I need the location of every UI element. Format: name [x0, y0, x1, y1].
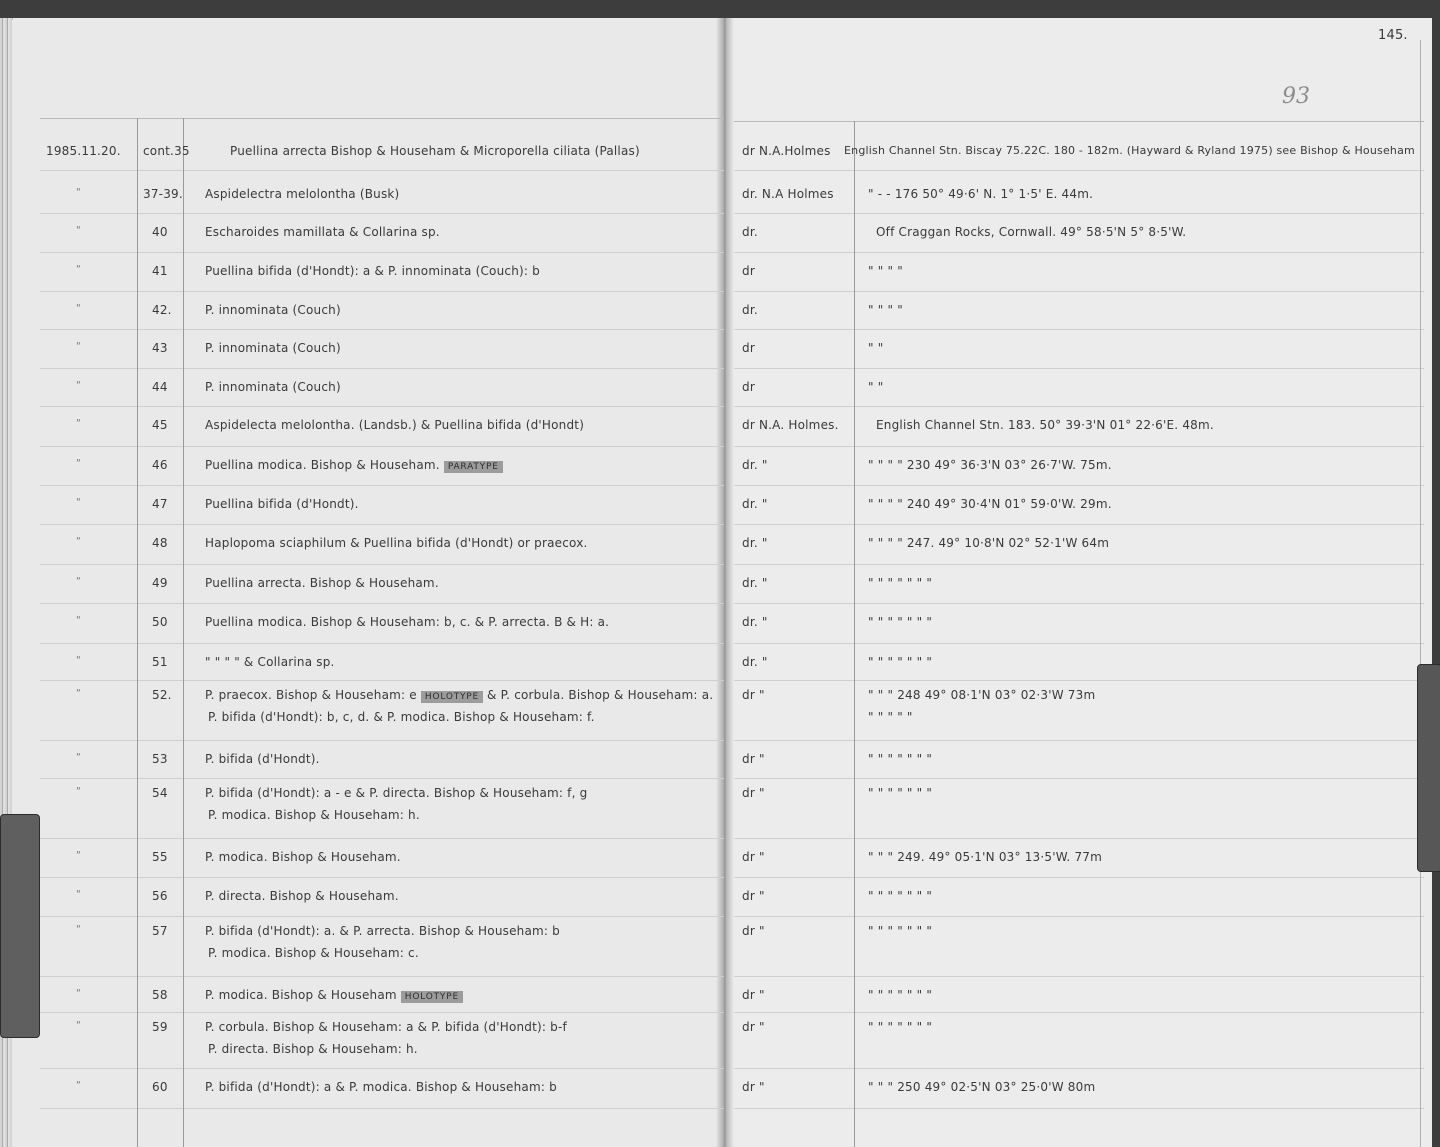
column-rule-collector — [854, 121, 855, 1147]
entry-species: P. innominata (Couch) — [205, 341, 341, 355]
entry-species: " " " " & Collarina sp. — [205, 655, 335, 669]
entry-number: 50 — [152, 615, 168, 629]
page-number: 145. — [1378, 28, 1408, 43]
entry-locality: " " " " 230 49° 36·3'N 03° 26·7'W. 75m. — [868, 458, 1112, 472]
entry-species: P. modica. Bishop & Househam: c. — [208, 946, 419, 960]
entry-date: " — [76, 688, 81, 699]
entry-species: P. directa. Bishop & Househam. — [205, 889, 399, 903]
row-rule-right — [734, 368, 1424, 369]
entry-number: 58 — [152, 988, 168, 1002]
row-rule-left — [40, 740, 724, 741]
entry-date: " — [76, 341, 81, 352]
column-rule-right-margin — [1420, 40, 1421, 1147]
entry-species: Puellina bifida (d'Hondt): a & P. innominata (Couch): b — [205, 264, 540, 278]
row-rule-right — [734, 1068, 1424, 1069]
entry-date: " — [76, 786, 81, 797]
entry-locality: " " " " " — [868, 710, 913, 724]
entry-locality: English Channel Stn. 183. 50° 39·3'N 01° 22·6'E. 48m. — [876, 418, 1214, 432]
row-rule-right — [734, 446, 1424, 447]
row-rule-left — [40, 524, 724, 525]
entry-locality: " " " 250 49° 02·5'N 03° 25·0'W 80m — [868, 1080, 1096, 1094]
entry-locality: " " — [868, 341, 884, 355]
entry-species: Puellina modica. Bishop & Househam: b, c. & P. arrecta. B & H: a. — [205, 615, 610, 629]
entry-number: 42. — [152, 303, 172, 317]
entry-species: P. innominata (Couch) — [205, 380, 341, 394]
entry-number: 49 — [152, 576, 168, 590]
row-rule-left — [40, 643, 724, 644]
entry-species: P. bifida (d'Hondt): a. & P. arrecta. Bishop & Househam: b — [205, 924, 560, 938]
row-rule-left — [40, 213, 724, 214]
entry-species: P. bifida (d'Hondt): a & P. modica. Bishop & Househam: b — [205, 1080, 557, 1094]
type-status-stamp: HOLOTYPE — [421, 691, 483, 703]
entry-collector: dr. " — [742, 615, 768, 629]
entry-species: Aspidelecta melolontha. (Landsb.) & Puellina bifida (d'Hondt) — [205, 418, 585, 432]
entry-date: " — [76, 576, 81, 587]
entry-number: 47 — [152, 497, 168, 511]
entry-locality: " - - 176 50° 49·6' N. 1° 1·5' E. 44m. — [868, 187, 1094, 201]
entry-number: 41 — [152, 264, 168, 278]
entry-date: " — [76, 187, 81, 198]
entry-date: " — [76, 536, 81, 547]
entry-locality: " " " " " " " — [868, 615, 933, 629]
row-rule-right — [734, 838, 1424, 839]
column-rule-number — [137, 118, 138, 1147]
row-rule-left — [40, 1108, 724, 1109]
entry-number: 55 — [152, 850, 168, 864]
row-rule-right — [734, 778, 1424, 779]
entry-number: 57 — [152, 924, 168, 938]
entry-date: " — [76, 1080, 81, 1091]
entry-collector: dr — [742, 264, 755, 278]
entry-locality: " " " " " " " — [868, 889, 933, 903]
entry-date: " — [76, 225, 81, 236]
entry-locality: " " " 248 49° 08·1'N 03° 02·3'W 73m — [868, 688, 1096, 702]
entry-locality: " " " " " " " — [868, 786, 933, 800]
entry-collector: dr " — [742, 924, 765, 938]
row-rule-right — [734, 524, 1424, 525]
entry-collector: dr. — [742, 303, 758, 317]
row-rule-left — [40, 446, 724, 447]
entry-locality: English Channel Stn. Biscay 75.22C. 180 - 182m. (Hayward & Ryland 1975) see Bishop & Househam — [844, 144, 1415, 157]
entry-species: Puellina modica. Bishop & Househam. PARATYPE — [205, 458, 503, 473]
entry-species: P. modica. Bishop & Househam HOLOTYPE — [205, 988, 463, 1003]
entry-species: P. praecox. Bishop & Househam: e HOLOTYPE & P. corbula. Bishop & Househam: a. — [205, 688, 714, 702]
entry-number: 52. — [152, 688, 172, 702]
entry-locality: " " " 249. 49° 05·1'N 03° 13·5'W. 77m — [868, 850, 1103, 864]
entry-locality: " " " " " " " — [868, 1020, 933, 1034]
entry-number: 56 — [152, 889, 168, 903]
row-rule-right — [734, 406, 1424, 407]
entry-number: 59 — [152, 1020, 168, 1034]
binder-clip-left — [0, 814, 40, 1038]
entry-date: " — [76, 497, 81, 508]
row-rule-right — [734, 1012, 1424, 1013]
row-rule-right — [734, 1108, 1424, 1109]
row-rule-left — [40, 680, 724, 681]
row-rule-right — [734, 603, 1424, 604]
entry-date: " — [76, 889, 81, 900]
entry-species: P. bifida (d'Hondt): a - e & P. directa. Bishop & Househam: f, g — [205, 786, 588, 800]
row-rule-left — [40, 916, 724, 917]
entry-number: 46 — [152, 458, 168, 472]
entry-date: " — [76, 1020, 81, 1031]
entry-date: " — [76, 615, 81, 626]
row-rule-left — [40, 291, 724, 292]
entry-date: 1985.11.20. — [46, 144, 121, 158]
entry-locality: " " — [868, 380, 884, 394]
row-rule-right — [734, 485, 1424, 486]
row-rule-left — [40, 778, 724, 779]
entry-species: P. directa. Bishop & Househam: h. — [208, 1042, 418, 1056]
entry-collector: dr. " — [742, 655, 768, 669]
entry-collector: dr. — [742, 225, 758, 239]
entry-collector: dr " — [742, 1020, 765, 1034]
pencil-mark: 93 — [1282, 84, 1310, 109]
row-rule-left — [40, 170, 724, 171]
entry-date: " — [76, 264, 81, 275]
row-rule-right — [734, 213, 1424, 214]
header-rule-right — [734, 121, 1424, 122]
entry-number: 37-39. — [143, 187, 183, 201]
entry-collector: dr — [742, 380, 755, 394]
entry-species: Aspidelectra melolontha (Busk) — [205, 187, 400, 201]
row-rule-left — [40, 485, 724, 486]
entry-collector: dr. " — [742, 497, 768, 511]
entry-species: Escharoides mamillata & Collarina sp. — [205, 225, 440, 239]
row-rule-right — [734, 291, 1424, 292]
row-rule-left — [40, 252, 724, 253]
entry-collector: dr. " — [742, 536, 768, 550]
row-rule-left — [40, 603, 724, 604]
entry-collector: dr — [742, 341, 755, 355]
entry-date: " — [76, 380, 81, 391]
row-rule-left — [40, 877, 724, 878]
book-gutter — [716, 18, 734, 1147]
entry-locality: " " " " 247. 49° 10·8'N 02° 52·1'W 64m — [868, 536, 1110, 550]
entry-locality: " " " " " " " — [868, 752, 933, 766]
type-status-stamp: PARATYPE — [444, 461, 503, 473]
entry-locality: " " " " — [868, 264, 903, 278]
row-rule-right — [734, 740, 1424, 741]
entry-locality: " " " " 240 49° 30·4'N 01° 59·0'W. 29m. — [868, 497, 1112, 511]
entry-date: " — [76, 988, 81, 999]
entry-number: cont.35 — [143, 144, 190, 158]
entry-number: 45 — [152, 418, 168, 432]
row-rule-right — [734, 564, 1424, 565]
entry-number: 60 — [152, 1080, 168, 1094]
entry-date: " — [76, 850, 81, 861]
entry-species: P. bifida (d'Hondt): b, c, d. & P. modica. Bishop & Househam: f. — [208, 710, 595, 724]
row-rule-left — [40, 1068, 724, 1069]
entry-date: " — [76, 418, 81, 429]
row-rule-left — [40, 838, 724, 839]
row-rule-left — [40, 976, 724, 977]
entry-species: Puellina bifida (d'Hondt). — [205, 497, 359, 511]
row-rule-left — [40, 406, 724, 407]
row-rule-right — [734, 916, 1424, 917]
entry-number: 53 — [152, 752, 168, 766]
entry-collector: dr N.A.Holmes — [742, 144, 831, 158]
entry-collector: dr N.A. Holmes. — [742, 418, 839, 432]
entry-locality: " " " " " " " — [868, 924, 933, 938]
entry-locality: " " " " " " " — [868, 988, 933, 1002]
entry-species: P. bifida (d'Hondt). — [205, 752, 320, 766]
row-rule-left — [40, 564, 724, 565]
entry-collector: dr. N.A Holmes — [742, 187, 834, 201]
row-rule-right — [734, 329, 1424, 330]
entry-collector: dr " — [742, 850, 765, 864]
column-rule-species — [183, 118, 184, 1147]
entry-collector: dr " — [742, 752, 765, 766]
row-rule-right — [734, 976, 1424, 977]
entry-species: P. modica. Bishop & Househam: h. — [208, 808, 420, 822]
entry-number: 44 — [152, 380, 168, 394]
entry-species: P. corbula. Bishop & Househam: a & P. bifida (d'Hondt): b-f — [205, 1020, 567, 1034]
entry-date: " — [76, 924, 81, 935]
header-rule-left — [40, 118, 724, 119]
entry-number: 48 — [152, 536, 168, 550]
entry-collector: dr " — [742, 786, 765, 800]
entry-locality: " " " " — [868, 303, 903, 317]
entry-collector: dr. " — [742, 458, 768, 472]
row-rule-right — [734, 170, 1424, 171]
entry-collector: dr " — [742, 889, 765, 903]
row-rule-right — [734, 877, 1424, 878]
row-rule-left — [40, 1012, 724, 1013]
entry-collector: dr. " — [742, 576, 768, 590]
type-status-stamp: HOLOTYPE — [401, 991, 463, 1003]
entry-species: Haplopoma sciaphilum & Puellina bifida (d'Hondt) or praecox. — [205, 536, 588, 550]
entry-collector: dr " — [742, 1080, 765, 1094]
row-rule-right — [734, 680, 1424, 681]
entry-locality: " " " " " " " — [868, 655, 933, 669]
entry-collector: dr " — [742, 688, 765, 702]
entry-date: " — [76, 752, 81, 763]
entry-species: P. modica. Bishop & Househam. — [205, 850, 401, 864]
entry-locality: Off Craggan Rocks, Cornwall. 49° 58·5'N 5° 8·5'W. — [876, 225, 1187, 239]
row-rule-left — [40, 329, 724, 330]
row-rule-right — [734, 643, 1424, 644]
entry-date: " — [76, 303, 81, 314]
row-rule-left — [40, 368, 724, 369]
row-rule-right — [734, 252, 1424, 253]
entry-number: 54 — [152, 786, 168, 800]
entry-number: 40 — [152, 225, 168, 239]
entry-date: " — [76, 655, 81, 666]
entry-date: " — [76, 458, 81, 469]
entry-species: Puellina arrecta. Bishop & Househam. — [205, 576, 439, 590]
entry-species: P. innominata (Couch) — [205, 303, 341, 317]
entry-number: 43 — [152, 341, 168, 355]
entry-number: 51 — [152, 655, 168, 669]
entry-locality: " " " " " " " — [868, 576, 933, 590]
entry-collector: dr " — [742, 988, 765, 1002]
binder-clip-right — [1417, 664, 1440, 872]
entry-species: Puellina arrecta Bishop & Househam & Microporella ciliata (Pallas) — [230, 144, 640, 158]
